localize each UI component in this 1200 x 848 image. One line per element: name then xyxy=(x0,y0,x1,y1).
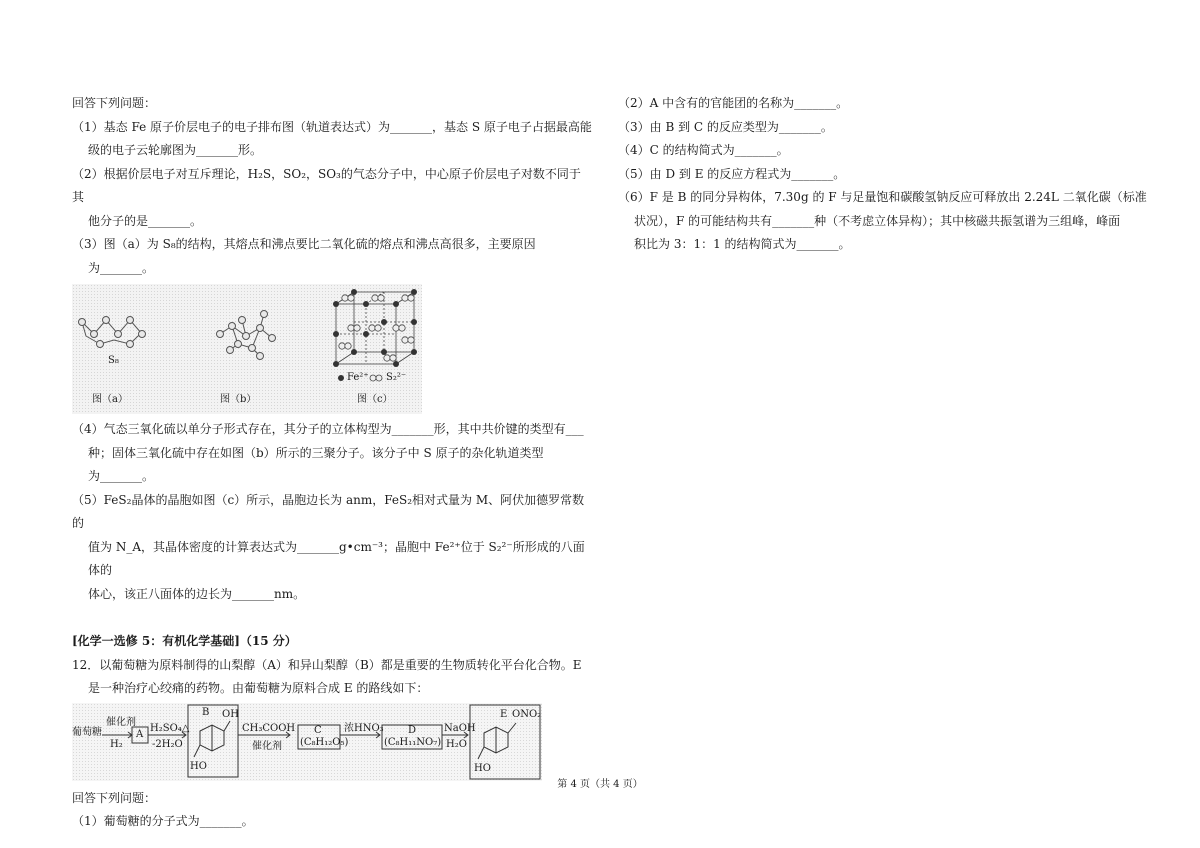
compound-d-label: D xyxy=(408,724,417,736)
question-3-cont: 为_______。 xyxy=(88,260,155,275)
intro-text: 回答下列问题： xyxy=(72,96,157,110)
hydrogen-label: H₂ xyxy=(110,738,123,750)
sub-question-2: （2）A 中含有的官能团的名称为_______。 xyxy=(618,96,849,110)
catalyst-label: 催化剂 xyxy=(106,716,136,728)
figure-a-caption: 图（a） xyxy=(92,394,128,405)
question-3: （3）图（a）为 S₈的结构，其熔点和沸点要比二氧化硫的熔点和沸点高很多，主要原因 xyxy=(72,237,536,251)
b-ho-label: HO xyxy=(190,760,207,772)
naoh-label: NaOH xyxy=(444,722,476,734)
trimer-molecule xyxy=(217,311,276,360)
compound-e-label: E xyxy=(500,708,508,720)
structure-figures xyxy=(72,284,422,414)
question-2: （2）根据价层电子对互斥理论，H₂S，SO₂，SO₃的气态分子中，中心原子价层电子对数不同于其 xyxy=(72,166,581,204)
synthesis-route xyxy=(72,703,542,781)
compound-d-formula: (C₈H₁₁NO₇) xyxy=(384,736,442,748)
section-heading: [化学一选修 5：有机化学基础]（15 分） xyxy=(72,634,297,648)
sub-question-4: （4）C 的结构简式为_______。 xyxy=(618,143,789,157)
figure-c-caption: 图（c） xyxy=(357,394,393,405)
sub-question-6: （6）F 是 B 的同分异构体，7.30g 的 F 与足量饱和碳酸氢钠反应可释放出 2.24L 二氧化碳（标准 xyxy=(618,190,1147,204)
question-2-cont: 他分子的是_______。 xyxy=(88,213,203,228)
water-label: H₂O xyxy=(446,738,467,750)
question-1-cont: 级的电子云轮廓图为_______形。 xyxy=(88,143,263,157)
left-column xyxy=(72,92,592,834)
fe-legend-label: Fe²⁺ xyxy=(347,372,369,383)
e-ho-label: HO xyxy=(474,762,491,774)
compound-c-formula: (C₈H₁₂O₅) xyxy=(300,736,349,748)
s2-ions xyxy=(339,295,414,361)
sub-question-5: （5）由 D 到 E 的反应方程式为_______。 xyxy=(618,166,846,181)
intro-text-2: 回答下列问题： xyxy=(72,790,157,805)
question-5-cont2: 体心，该正八面体的边长为_______nm。 xyxy=(88,586,306,601)
sub-question-1: （1）葡萄糖的分子式为_______。 xyxy=(72,814,254,828)
question-12: 12．以葡萄糖为原料制得的山梨醇（A）和异山梨醇（B）都是重要的生物质转化平台化合物。E xyxy=(72,657,582,672)
glucose-label: 葡萄糖 xyxy=(72,726,102,738)
right-column xyxy=(618,92,1158,257)
sub-question-3: （3）由 B 到 C 的反应类型为_______。 xyxy=(618,119,833,134)
figure-b-caption: 图（b） xyxy=(220,394,257,405)
page-footer: 第 4 页（共 4 页） xyxy=(557,779,643,790)
dehydration-label: -2H₂O xyxy=(152,738,183,750)
sulfuric-acid-label: H₂SO₄△ xyxy=(150,722,190,734)
s8-molecule xyxy=(79,317,146,348)
question-4-cont: 种；固体三氧化硫中存在如图（b）所示的三聚分子。该分子中 S 原子的杂化轨道类型 xyxy=(88,445,544,460)
question-5-cont: 值为 N_A，其晶体密度的计算表达式为_______g•cm⁻³；晶胞中 Fe²⁺位于 S₂²⁻所形成的八面体的 xyxy=(88,539,585,577)
s8-label: S₈ xyxy=(108,355,119,366)
sub-question-6-cont: 状况），F 的可能结构共有_______种（不考虑立体异构）；其中核磁共振氢谱为三组峰，峰面 xyxy=(634,213,1121,228)
nitric-acid-label: 浓HNO₃ xyxy=(344,722,384,734)
acetic-acid-label: CH₃COOH xyxy=(242,722,296,734)
question-1: （1）基态 Fe 原子价层电子的电子排布图（轨道表达式）为_______，基态 S 原子电子占据最高能 xyxy=(72,119,592,134)
question-4-cont2: 为_______。 xyxy=(88,469,155,483)
question-4: （4）气态三氧化硫以单分子形式存在，其分子的立体构型为_______形，其中共价键的类型有___ xyxy=(72,422,584,436)
b-oh-label: OH xyxy=(222,708,239,720)
compound-a-label: A xyxy=(136,728,144,740)
question-12-cont: 是一种治疗心绞痛的药物。由葡萄糖为原料合成 E 的路线如下： xyxy=(88,681,429,695)
s2-legend-label: S₂²⁻ xyxy=(386,372,407,383)
compound-c-label: C xyxy=(314,724,322,736)
compound-b-label: B xyxy=(202,706,210,718)
e-ono2-label: ONO₂ xyxy=(512,708,542,720)
catalyst-2-label: 催化剂 xyxy=(252,740,282,752)
sub-question-6-cont2: 积比为 3：1：1 的结构简式为_______。 xyxy=(634,237,851,251)
question-5: （5）FeS₂晶体的晶胞如图（c）所示，晶胞边长为 anm，FeS₂相对式量为 M、阿伏加德罗常数的 xyxy=(72,492,585,530)
